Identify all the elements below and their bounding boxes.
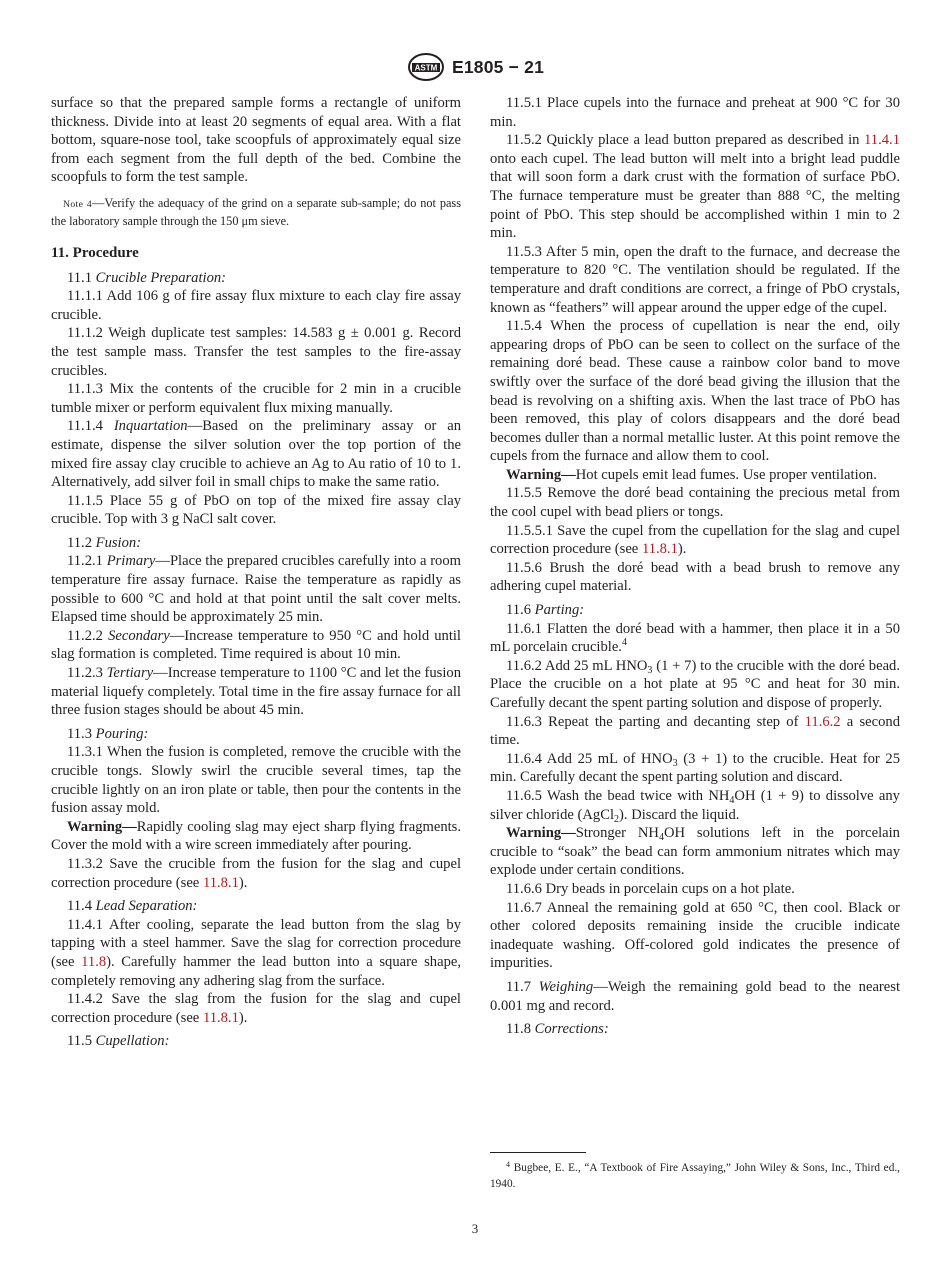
ref-link-11-6-2[interactable]: 11.6.2 bbox=[804, 713, 841, 730]
paragraph-11-6-7: 11.6.7 Anneal the remaining gold at 650 °C, then cool. Black or other colored deposits remaining inside the crucible indicate inadequate washing. Off-colored gold indicates the presence of impurities. bbox=[490, 899, 900, 972]
paragraph-11-1-3: 11.1.3 Mix the contents of the crucible for 2 min in a crucible tumble mixer or perform equivalent flux mixing manually. bbox=[51, 381, 461, 416]
footnote-4: $^4$ Bugbee, E. E., “A Textbook of Fire Assaying,” John Wiley & Sons, Inc., Third ed., 1940. bbox=[490, 1160, 900, 1190]
paragraph-11-6-5: 11.6.5 Wash the bead twice with $NH_4OH$ (1 + 9) to dissolve any silver chloride (AgCl$_2$). Discard the liquid. bbox=[490, 787, 900, 825]
subsection-11-8: 11.8 Corrections: bbox=[506, 1021, 609, 1038]
astm-logo-icon bbox=[406, 52, 446, 82]
paragraph-11-6-3: 11.6.3 Repeat the parting and decanting step of 11.6.2 a second time. bbox=[490, 713, 900, 749]
paragraph-11-6-1: 11.6.1 Flatten the doré bead with a hammer, then place it in a 50 mL porcelain crucible.$^4$ bbox=[490, 620, 900, 656]
paragraph-11-4-1: 11.4.1 After cooling, separate the lead button from the slag by tapping with a steel hammer. Save the slag for correction procedure (see 11.8). Carefully hammer the lead button into a square shape, completely removing any adhering slag from the surface. bbox=[51, 916, 461, 989]
paragraph-11-7: 11.7 Weighing—Weigh the remaining gold bead to the nearest 0.001 mg and record. bbox=[490, 978, 900, 1014]
paragraph-11-5-5-1: 11.5.5.1 Save the cupel from the cupellation for the slag and cupel correction procedure (see 11.8.1). bbox=[490, 522, 900, 558]
ref-link-11-4-1[interactable]: 11.4.1 bbox=[864, 132, 900, 149]
paragraph-11-6-4: 11.6.4 Add 25 mL of $HNO_3$ (3 + 1) to the crucible. Heat for 25 min. Carefully decant the spent parting solution and discard. bbox=[490, 750, 900, 786]
footnote-marker[interactable]: 4 bbox=[621, 637, 627, 649]
paragraph-11-2-2: 11.2.2 Secondary—Increase temperature to 950 °C and hold until slag formation is completed. Time required is about 10 min. bbox=[51, 627, 461, 663]
section-heading-procedure: 11. Procedure bbox=[51, 244, 139, 261]
subsection-11-3: 11.3 Pouring: bbox=[67, 725, 149, 742]
subsection-11-1: 11.1 Crucible Preparation: bbox=[67, 269, 227, 286]
warning-ammonium: Warning—Stronger $NH_4OH$ solutions left in the porcelain crucible to “soak” the bead can form ammonium nitrates which may explode under certain conditions. bbox=[490, 825, 900, 879]
standard-designation: E1805 − 21 bbox=[451, 56, 544, 77]
ref-link-11-8-1[interactable]: 11.8.1 bbox=[202, 1009, 239, 1026]
paragraph-11-4-2: 11.4.2 Save the slag from the fusion for the slag and cupel correction procedure (see 11.8.1). bbox=[51, 991, 461, 1026]
ref-link-11-8-1[interactable]: 11.8.1 bbox=[202, 874, 239, 891]
subsection-11-6: 11.6 Parting: bbox=[506, 602, 585, 619]
warning-lead-fumes: Warning—Hot cupels emit lead fumes. Use proper ventilation. bbox=[506, 466, 877, 483]
right-column bbox=[490, 94, 900, 1039]
paragraph-11-3-2: 11.3.2 Save the crucible from the fusion for the slag and cupel correction procedure (see 11.8.1). bbox=[51, 855, 461, 891]
paragraph-11-1-4: 11.1.4 Inquartation—Based on the preliminary assay or an estimate, dispense the silver solution over the top portion of the mixed fire assay clay crucible to achieve an Ag to Au ratio of 10 to 1. Alternatively, add silver foil in small chips to make the same ratio. bbox=[51, 418, 461, 491]
note-4 bbox=[51, 195, 461, 230]
ref-link-11-8-1[interactable]: 11.8.1 bbox=[641, 541, 678, 558]
paragraph-11-3-1: 11.3.1 When the fusion is completed, remove the crucible with the crucible tongs. Slowly swirl the crucible several times, tap the crucible lightly on an iron plate or table, then pour the contents in the fusion assay mold. bbox=[51, 744, 461, 817]
subsection-11-2: 11.2 Fusion: bbox=[67, 534, 142, 551]
page-header bbox=[0, 52, 950, 82]
subsection-11-5: 11.5 Cupellation: bbox=[67, 1033, 170, 1050]
left-column bbox=[51, 94, 461, 1051]
paragraph-11-6-6: 11.6.6 Dry beads in porcelain cups on a hot plate. bbox=[506, 880, 795, 897]
svg-text:ASTM: ASTM bbox=[414, 63, 438, 73]
paragraph-11-5-6: 11.5.6 Brush the doré bead with a bead brush to remove any adhering cupel material. bbox=[490, 559, 900, 595]
footnote-divider bbox=[490, 1152, 586, 1153]
paragraph-11-1-5: 11.1.5 Place 55 g of PbO on top of the mixed fire assay clay crucible. Top with 3 g NaCl salt cover. bbox=[51, 492, 461, 528]
paragraph-11-2-1: 11.2.1 Primary—Place the prepared crucibles carefully into a room temperature fire assay furnace. Raise the temperature as rapidly as possible to 600 °C and hold at that point until the salt cover melts. Elapsed time should be approximately 25 min. bbox=[51, 553, 461, 626]
ref-link-11-8[interactable]: 11.8 bbox=[81, 953, 107, 970]
paragraph-11-5-3: 11.5.3 After 5 min, open the draft to the furnace, and decrease the temperature to 820 °C. The ventilation should be regulated. If the temperature and draft conditions are correct, a fringe of PbO crystals, known as “feathers” will appear around the upper edge of the cupel. bbox=[490, 243, 900, 316]
paragraph-11-2-3: 11.2.3 Tertiary—Increase temperature to 1100 °C and let the fusion material liquefy completely. Total time in the fire assay furnace for all three fusion stages should be about 45 min. bbox=[51, 665, 461, 719]
warning-slag: Warning—Rapidly cooling slag may eject sharp flying fragments. Cover the mold with a wire screen immediately after pouring. bbox=[51, 818, 461, 854]
paragraph-11-5-2: 11.5.2 Quickly place a lead button prepared as described in 11.4.1 onto each cupel. The lead button will melt into a bright lead puddle that will soon form a dark crust with the formation of surface PbO. The furnace temperature must be greater than 888 °C, the melting point of PbO. This step should be accomplished within 1 min to 2 min. bbox=[490, 132, 900, 242]
paragraph-11-1-2: 11.1.2 Weigh duplicate test samples: 14.583 g ± 0.001 g. Record the test sample mass. Transfer the test samples to the fire-assay crucibles. bbox=[51, 325, 461, 379]
subsection-11-4: 11.4 Lead Separation: bbox=[67, 898, 198, 915]
paragraph-11-5-5: 11.5.5 Remove the doré bead containing the precious metal from the cool cupel with bead pliers or tongs. bbox=[490, 485, 900, 521]
page-number: 3 bbox=[471, 1221, 479, 1236]
paragraph-11-6-2: 11.6.2 Add 25 mL $HNO_3$ (1 + 7) to the crucible with the doré bead. Place the crucible on a hot plate at 95 °C and heat for 30 min. Carefully decant the spent parting solution and dispose of properly. bbox=[490, 657, 900, 711]
paragraph-sample-prep: surface so that the prepared sample forms a rectangle of uniform thickness. Divide into at least 20 segments of equal area. With a flat bottom, square-nose tool, take scoopfuls of approximately equal size from each segment from the full depth of the bed. Combine the scoopfuls to form the test sample. bbox=[51, 95, 461, 186]
note-label: Note 4 bbox=[63, 198, 93, 210]
paragraph-11-5-4: 11.5.4 When the process of cupellation is near the end, oily appearing drops of PbO can be seen to collect on the surface of the remaining doré bead. These cause a rainbow color band to move swiftly over the surface of the doré bead giving the illusion that the bead is revolving on a shifting axis. When the last trace of PbO has been removed, this play of colors disappears and the doré bead becomes duller than a normal metallic luster. At this point remove the cupels from the furnace and allow them to cool. bbox=[490, 318, 900, 465]
note-text: —Verify the adequacy of the grind on a separate sub-sample; do not pass the laboratory sample through the 150 μm sieve. bbox=[51, 195, 462, 229]
paragraph-11-1-1: 11.1.1 Add 106 g of fire assay flux mixture to each clay fire assay crucible. bbox=[51, 288, 461, 323]
paragraph-11-5-1: 11.5.1 Place cupels into the furnace and preheat at 900 °C for 30 min. bbox=[490, 95, 900, 130]
